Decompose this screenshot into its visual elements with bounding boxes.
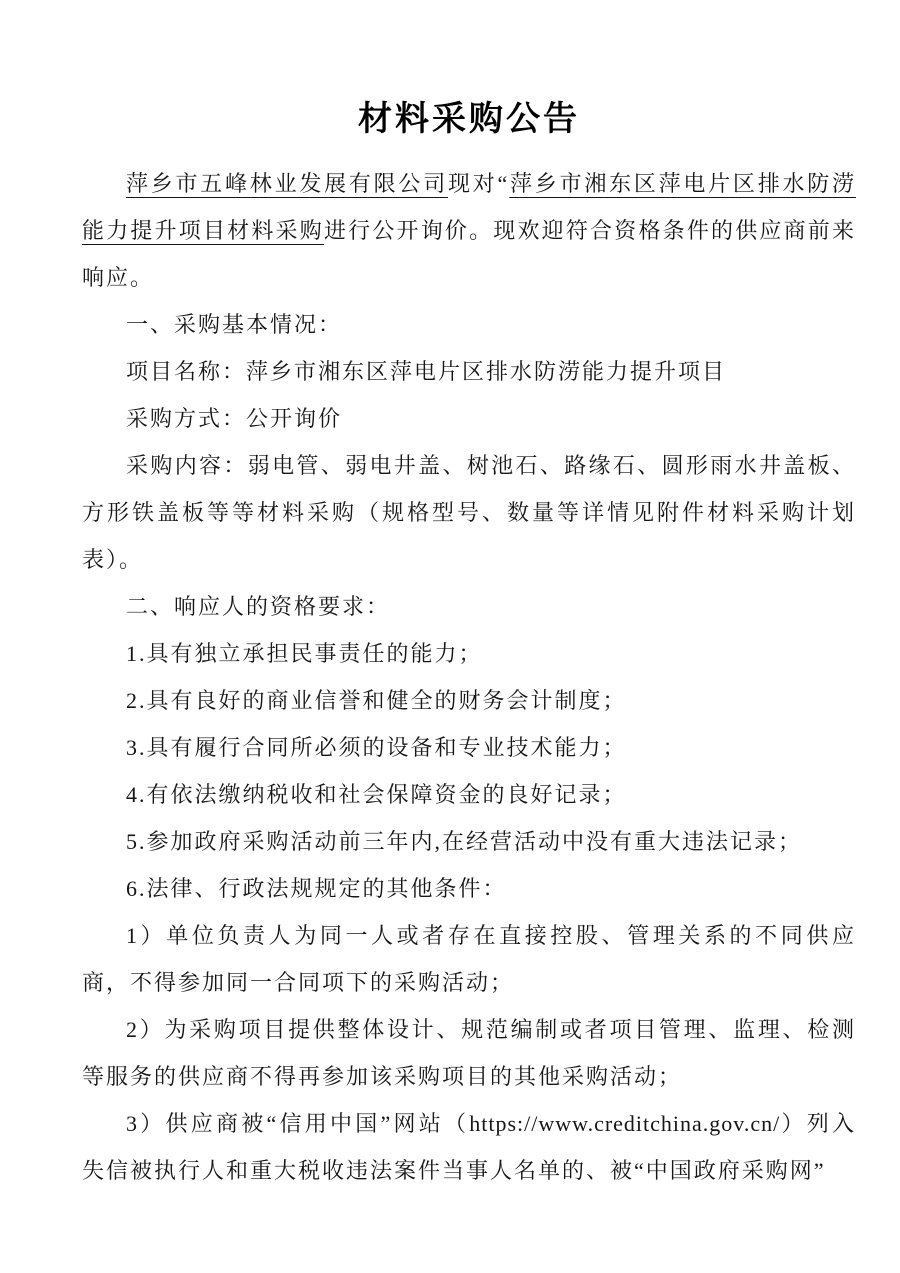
requirement-subitem-3 [82, 1100, 856, 1194]
requirement-item-3: 3.具有履行合同所必须的设备和专业技术能力； [126, 735, 627, 760]
section1-content: 采购内容：弱电管、弱电井盖、树池石、路缘石、圆形雨水井盖板、方形铁盖板等等材料采购（规格型号、数量等详情见附件材料采购计划表）。 [82, 453, 856, 572]
requirement-item-6: 6.法律、行政法规规定的其他条件： [126, 876, 507, 901]
section1-project-name: 项目名称：萍乡市湘东区萍电片区排水防涝能力提升项目 [126, 359, 727, 384]
intro-rest: 进行公开询价。现欢迎符合资格条件的供应商前来响应。 [82, 218, 856, 290]
intro-connector: 现对“ [447, 171, 510, 196]
requirement-item-4: 4.有依法缴纳税收和社会保障资金的良好记录； [126, 782, 627, 807]
intro-paragraph [82, 160, 856, 301]
requirement-item-1: 1.具有独立承担民事责任的能力； [126, 641, 483, 666]
section1-method: 采购方式：公开询价 [126, 406, 343, 431]
intro-company-underlined: 萍乡市五峰林业发展有限公司 [126, 171, 448, 196]
requirement-item-2: 2.具有良好的商业信誉和健全的财务会计制度； [126, 688, 627, 713]
intro-project-underlined: 萍乡市湘东区萍电片区排水防涝能力提升项目材料采购 [82, 171, 856, 243]
requirement-subitem-1: 1）单位负责人为同一人或者存在直接控股、管理关系的不同供应商，不得参加同一合同项下的采购活动； [82, 923, 856, 995]
section1-heading: 一、采购基本情况： [126, 312, 343, 337]
subitem-3-suffix: ）列入失信被执行人和重大税收违法案件当事人名单的、被“中国政府采购网” [82, 1111, 856, 1183]
section2-heading: 二、响应人的资格要求： [126, 594, 391, 619]
subitem-3-prefix: 3）供应商被“信用中国”网站（ [126, 1111, 470, 1136]
document-title: 材料采购公告 [358, 100, 580, 138]
requirement-subitem-2: 2）为采购项目提供整体设计、规范编制或者项目管理、监理、检测等服务的供应商不得再参加该采购项目的其他采购活动； [82, 1017, 856, 1089]
requirement-item-5: 5.参加政府采购活动前三年内,在经营活动中没有重大违法记录； [126, 829, 803, 854]
credit-china-url: https://www.creditchina.gov.cn/ [469, 1111, 781, 1136]
